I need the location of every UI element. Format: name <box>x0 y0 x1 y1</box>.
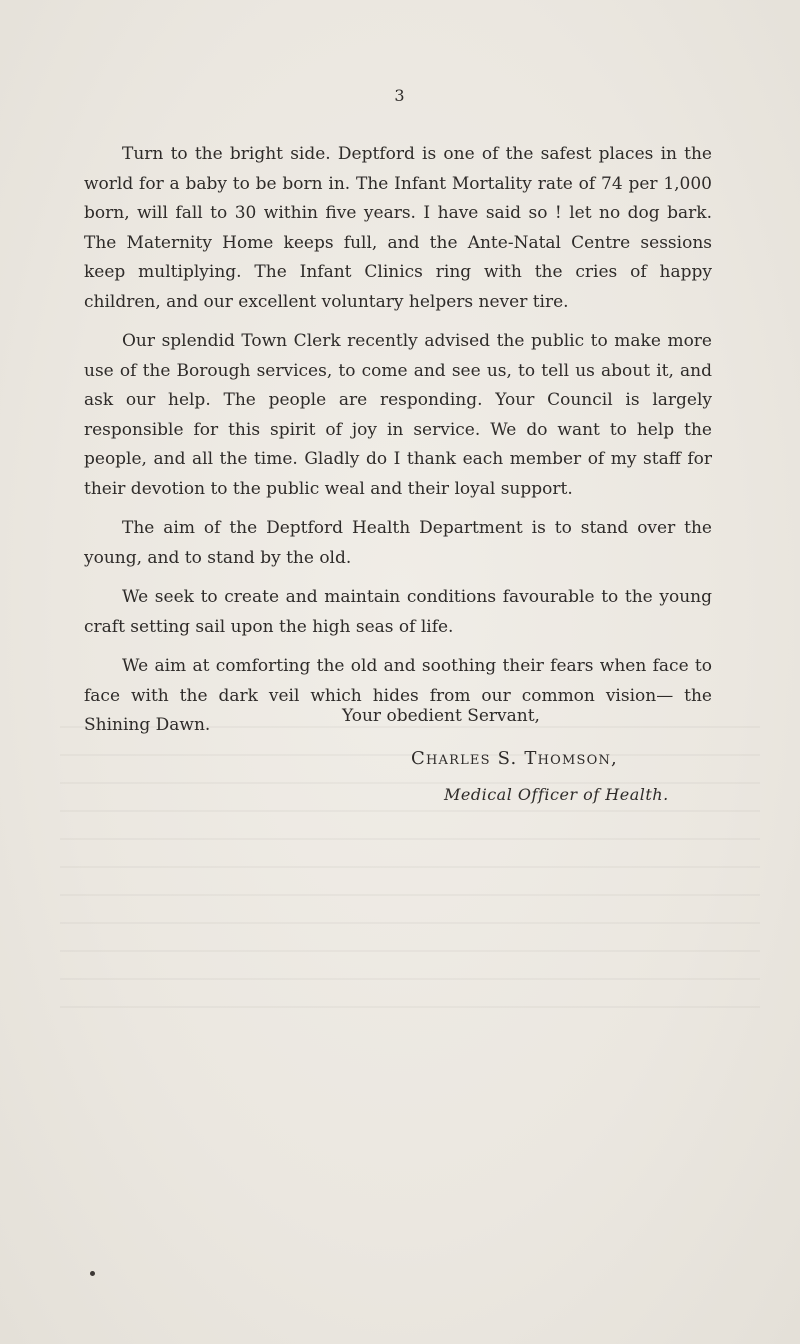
signatory-name: Charles S. Thomson, <box>411 748 618 769</box>
page-number: 3 <box>394 86 406 105</box>
paragraph-1: Turn to the bright side. Deptford is one of the safest places in the world for a baby to be born in. The Infant Mortality rate of 74 per 1,000 born, will fall to 30 within five years. I have said so ! let no dog bark. The Maternity Home keeps full, and the Ante-Natal Centre sessions keep multiplying. The Infant Clinics ring with the cries of happy children, and our excellent voluntary helpers never tire. <box>84 144 712 312</box>
paragraph-2: Our splendid Town Clerk recently advised the public to make more use of the Borough services, to come and see us, to tell us about it, and ask our help. The people are responding. Your Council is largely responsible for this spirit of joy in service. We do want to help the people, and all the time. Gladly do I thank each member of my staff for their devotion to the public weal and their loyal support. <box>84 331 712 499</box>
letter-body <box>84 140 712 751</box>
closing-line: Your obedient Servant, <box>342 706 540 726</box>
ink-speck <box>90 1271 95 1276</box>
paragraph-5: We aim at comforting the old and soothing their fears when face to face with the dark veil which hides from our common vision— the Shining Dawn. <box>84 656 712 735</box>
paragraph-3: The aim of the Deptford Health Department is to stand over the young, and to stand by the old. <box>84 518 712 568</box>
paragraph-4: We seek to create and maintain conditions favourable to the young craft setting sail upon the high seas of life. <box>84 587 712 637</box>
signatory-title: Medical Officer of Health. <box>444 785 669 804</box>
